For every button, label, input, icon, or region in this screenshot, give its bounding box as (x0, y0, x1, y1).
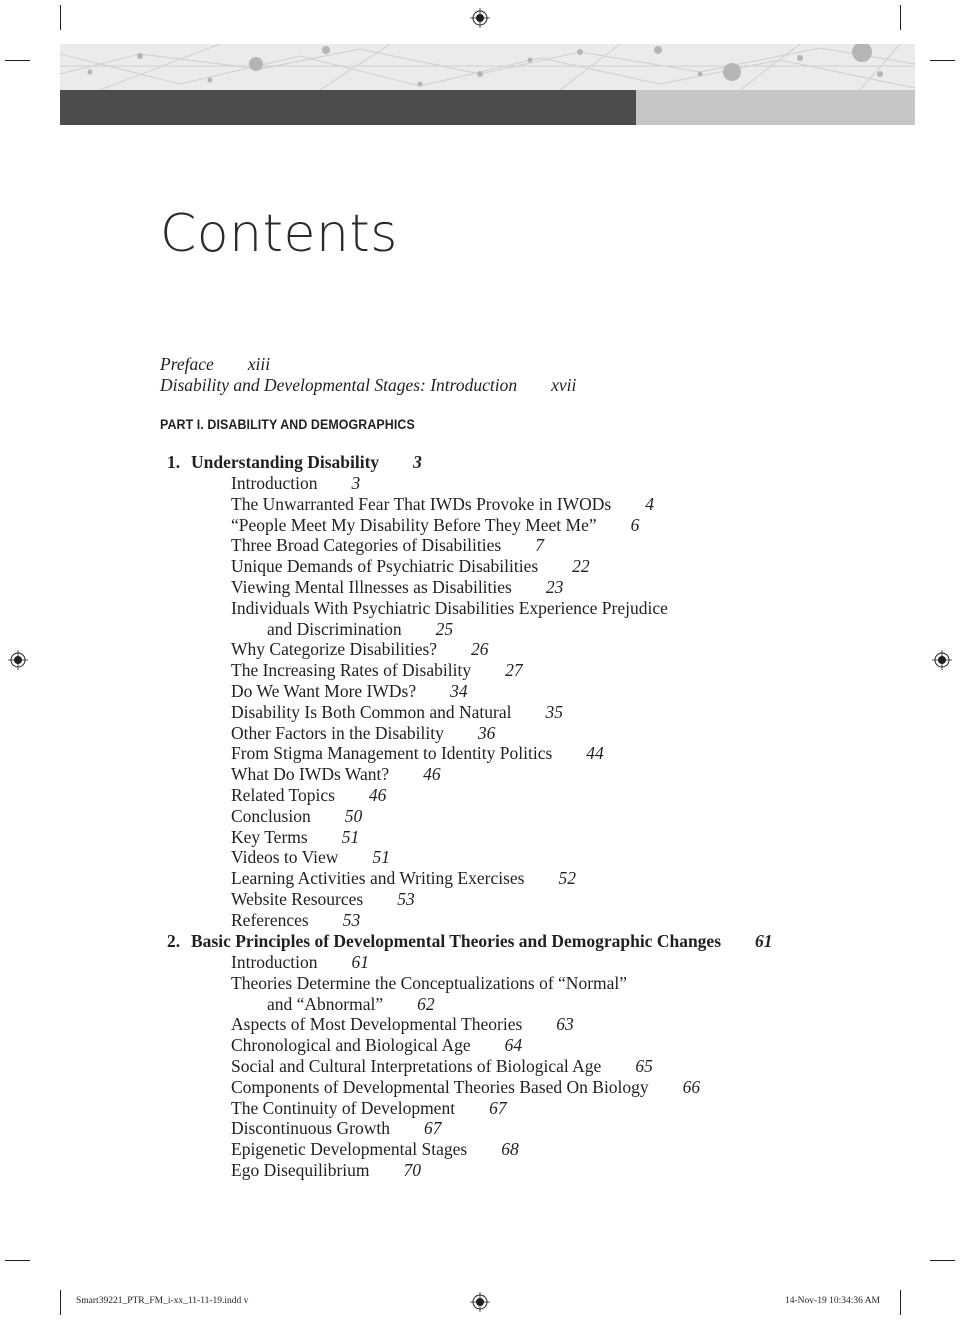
toc-section-entry (231, 764, 441, 785)
toc-entry-page: xvii (551, 375, 577, 395)
header-bar-light (636, 90, 915, 125)
toc-section-entry (231, 556, 590, 577)
toc-entry-page: 23 (545, 577, 564, 597)
toc-entry-title: Theories Determine the Conceptualizations of “Normal” (231, 972, 628, 993)
chapter-title: Understanding Disability (191, 452, 380, 472)
toc-entry-page: 36 (477, 722, 496, 743)
toc-section-entry (231, 847, 390, 868)
toc-entry-page: 53 (342, 909, 361, 930)
footer-file-info: Smart39221_PTR_FM_i-xx_11-11-19.indd v (76, 1296, 249, 1306)
toc-section-entry (231, 952, 369, 973)
toc-section-entry (231, 660, 523, 681)
toc-entry-title: Unique Demands of Psychiatric Disabilities (231, 556, 539, 577)
toc-entry-page: 44 (586, 743, 604, 764)
toc-entry-title: and “Abnormal” (267, 993, 384, 1014)
toc-entry-page: xiii (247, 354, 271, 374)
toc-entry-title: Components of Developmental Theories Based On Biology (231, 1076, 649, 1097)
toc-chapter-entry (167, 931, 773, 952)
page-title: Contents (160, 204, 398, 264)
toc-section-entry (231, 1035, 522, 1056)
toc-entry-title: Social and Cultural Interpretations of Biological Age (231, 1056, 602, 1076)
toc-section-entry (231, 1098, 507, 1119)
toc-entry-title: Ego Disequilibrium (231, 1160, 370, 1180)
toc-section-entry (231, 577, 563, 598)
toc-section-entry (231, 743, 604, 764)
toc-entry-page: 67 (489, 1097, 507, 1118)
toc-entry-title: From Stigma Management to Identity Politics (231, 743, 553, 764)
toc-section-entry (231, 1056, 653, 1077)
toc-entry-title: Other Factors in the Disability (231, 722, 444, 743)
crop-mark (5, 60, 30, 61)
toc-entry-page: 52 (558, 868, 576, 889)
toc-entry-page: 66 (682, 1076, 701, 1097)
toc-entry-title: What Do IWDs Want? (231, 764, 390, 785)
header-bar-dark (60, 90, 636, 125)
toc-entry-title: References (231, 909, 309, 930)
part-heading: PART I. DISABILITY AND DEMOGRAPHICS (160, 417, 415, 432)
toc-section-entry (231, 889, 415, 910)
toc-entry-title: Preface (160, 354, 214, 374)
toc-entry-page: 67 (423, 1118, 442, 1139)
toc-entry-title: The Unwarranted Fear That IWDs Provoke in IWODs (231, 493, 612, 514)
registration-mark-icon (8, 650, 28, 670)
toc-entry-title: Videos to View (231, 847, 339, 868)
toc-chapter-entry (167, 452, 422, 473)
toc-section-entry (231, 973, 627, 994)
toc-section-entry (231, 1160, 421, 1181)
toc-entry-page: 68 (501, 1139, 519, 1160)
toc-section-entry (231, 785, 386, 806)
toc-section-entry-continued (267, 994, 435, 1015)
crop-mark (930, 60, 955, 61)
toc-entry-page: 51 (372, 847, 390, 868)
toc-entry-page: 61 (351, 952, 370, 972)
toc-entry-page: 4 (645, 493, 654, 514)
crop-mark (900, 1290, 901, 1315)
toc-entry-page: 50 (344, 805, 363, 826)
toc-entry-title: Website Resources (231, 889, 364, 909)
toc-entry-title: Three Broad Categories of Disabilities (231, 535, 502, 556)
toc-entry-title: Why Categorize Disabilities? (231, 639, 438, 660)
toc-section-entry (231, 1014, 574, 1035)
crop-mark (60, 1290, 61, 1315)
crop-mark (5, 1260, 30, 1261)
toc-section-entry (231, 473, 360, 494)
toc-section-entry-continued (267, 619, 453, 640)
toc-section-entry (231, 639, 489, 660)
toc-front-entry (160, 375, 576, 396)
toc-front-entry (160, 354, 270, 375)
toc-entry-title: Key Terms (231, 826, 308, 847)
toc-entry-title: Individuals With Psychiatric Disabilities Experience Prejudice (231, 597, 668, 618)
toc-entry-page: 70 (403, 1160, 422, 1180)
toc-section-entry (231, 827, 359, 848)
toc-entry-page: 25 (435, 618, 454, 639)
toc-section-entry (231, 535, 544, 556)
registration-mark-icon (470, 1292, 490, 1312)
toc-section-entry (231, 806, 362, 827)
toc-entry-page: 62 (417, 993, 435, 1014)
toc-section-entry (231, 723, 495, 744)
toc-entry-title: Conclusion (231, 805, 311, 826)
toc-section-entry (231, 910, 360, 931)
toc-entry-title: and Discrimination (267, 618, 402, 639)
toc-entry-page: 35 (545, 701, 563, 722)
crop-mark (60, 5, 61, 30)
registration-mark-icon (470, 8, 490, 28)
toc-section-entry (231, 681, 468, 702)
crop-mark (900, 5, 901, 30)
toc-entry-page: 46 (423, 764, 441, 785)
toc-entry-page: 51 (341, 826, 360, 847)
toc-entry-page: 7 (535, 535, 544, 556)
toc-entry-page: 65 (635, 1056, 653, 1076)
toc-section-entry (231, 1118, 441, 1139)
toc-entry-title: Chronological and Biological Age (231, 1035, 471, 1056)
toc-entry-title: The Continuity of Development (231, 1097, 456, 1118)
chapter-number: 2. (167, 931, 181, 951)
toc-entry-title: The Increasing Rates of Disability (231, 660, 472, 681)
toc-entry-title: Discontinuous Growth (231, 1118, 390, 1139)
toc-section-entry (231, 702, 563, 723)
crop-mark (930, 1260, 955, 1261)
header-network-pattern (60, 44, 915, 90)
toc-entry-title: Learning Activities and Writing Exercises (231, 868, 525, 889)
toc-entry-title: Introduction (231, 473, 318, 493)
toc-section-entry (231, 1139, 519, 1160)
toc-entry-page: 3 (351, 473, 361, 493)
registration-mark-icon (932, 650, 952, 670)
toc-entry-page: 22 (572, 556, 590, 577)
toc-entry-page: 6 (630, 514, 640, 535)
chapter-page: 61 (755, 931, 773, 951)
toc-section-entry (231, 1077, 700, 1098)
toc-section-entry (231, 598, 668, 619)
toc-entry-page: 26 (471, 639, 489, 660)
toc-entry-page: 63 (556, 1014, 574, 1035)
toc-entry-title: Disability Is Both Common and Natural (231, 701, 512, 722)
chapter-title: Basic Principles of Developmental Theories and Demographic Changes (191, 931, 722, 951)
chapter-number: 1. (167, 452, 181, 472)
toc-entry-page: 64 (504, 1035, 523, 1056)
toc-entry-title: Viewing Mental Illnesses as Disabilities (231, 577, 512, 597)
toc-section-entry (231, 515, 639, 536)
toc-section-entry (231, 494, 654, 515)
toc-entry-title: Do We Want More IWDs? (231, 681, 417, 701)
toc-entry-page: 46 (368, 785, 387, 805)
toc-section-entry (231, 868, 576, 889)
toc-entry-title: Aspects of Most Developmental Theories (231, 1014, 523, 1035)
toc-entry-title: Introduction (231, 952, 318, 972)
toc-entry-page: 34 (450, 681, 468, 701)
toc-entry-title: Epigenetic Developmental Stages (231, 1139, 468, 1160)
toc-entry-title: Disability and Developmental Stages: Introduction (160, 375, 518, 395)
toc-entry-title: Related Topics (231, 785, 335, 805)
toc-entry-title: “People Meet My Disability Before They Meet Me” (231, 514, 597, 535)
footer-timestamp: 14-Nov-19 10:34:36 AM (785, 1296, 880, 1306)
chapter-page: 3 (413, 452, 422, 472)
toc-entry-page: 27 (505, 660, 523, 681)
toc-entry-page: 53 (397, 889, 415, 909)
